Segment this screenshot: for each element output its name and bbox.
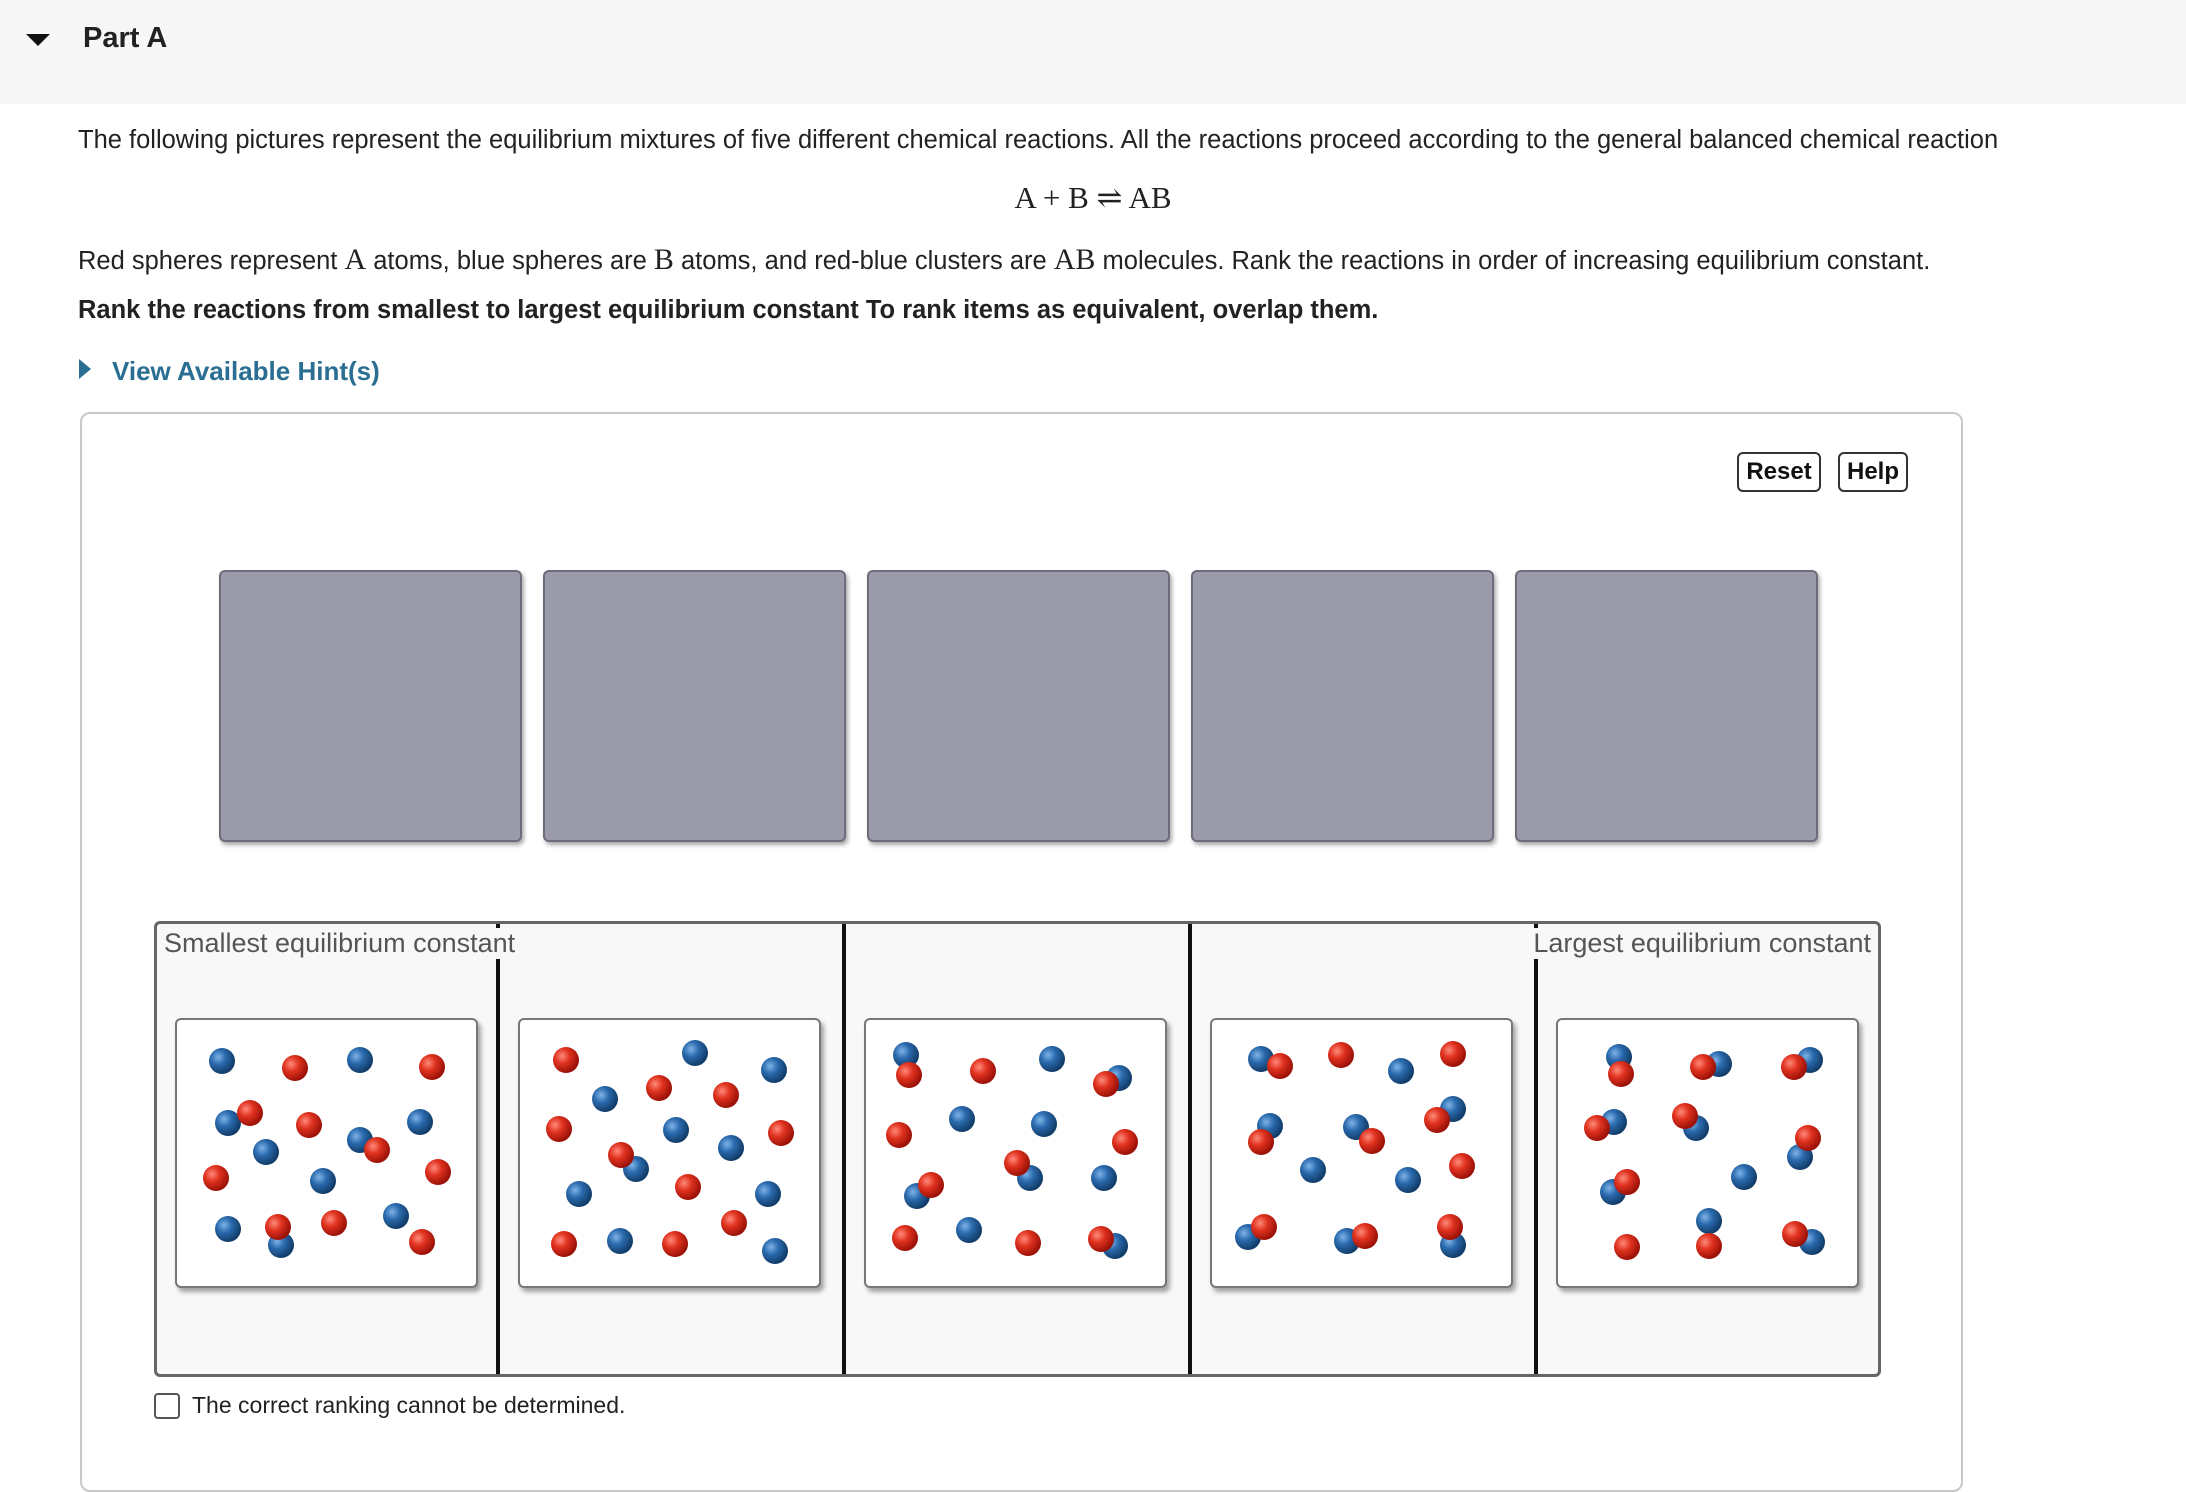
a-atom <box>886 1058 1138 1256</box>
molecule-diagram <box>1212 1020 1511 1286</box>
view-hints-link[interactable] <box>78 354 380 388</box>
source-slot-5[interactable] <box>1515 570 1818 842</box>
molecule-diagram <box>866 1020 1165 1286</box>
part-header <box>0 0 2186 104</box>
reaction-card-1[interactable] <box>175 1018 478 1288</box>
help-button[interactable]: Help <box>1838 452 1908 492</box>
source-slot-4[interactable] <box>1191 570 1494 842</box>
rank-divider <box>842 924 846 1374</box>
cannot-determine-option[interactable] <box>154 1392 625 1419</box>
reaction-card-5[interactable] <box>1556 1018 1859 1288</box>
cannot-determine-label: The correct ranking cannot be determined. <box>192 1392 626 1418</box>
reaction-card-2[interactable] <box>518 1018 821 1288</box>
molecule-diagram <box>177 1020 476 1286</box>
source-slot-2[interactable] <box>543 570 846 842</box>
caret-right-icon <box>78 356 92 387</box>
view-hints-label: View Available Hint(s) <box>112 355 380 386</box>
ranking-drop-area[interactable] <box>154 921 1881 1377</box>
legend-part-1: Red spheres represent <box>78 247 345 275</box>
legend-part-2: atoms, blue spheres are <box>366 247 654 275</box>
cannot-determine-checkbox[interactable] <box>154 1393 180 1419</box>
molecule-diagram <box>1558 1020 1857 1286</box>
rank-divider <box>1534 924 1538 1374</box>
rank-divider <box>496 924 500 1374</box>
intro-text: The following pictures represent the equilibrium mixtures of five different chemical reactions. All the reactions proceed according to the general balanced chemical reaction <box>78 126 1999 154</box>
molecule-diagram <box>520 1020 819 1286</box>
math-b: B <box>653 243 674 276</box>
source-slot-3[interactable] <box>867 570 1170 842</box>
largest-label: Largest equilibrium constant <box>1530 928 1874 959</box>
reaction-card-3[interactable] <box>864 1018 1167 1288</box>
legend-text <box>78 243 1930 277</box>
smallest-label: Smallest equilibrium constant <box>161 928 518 959</box>
a-atom <box>1248 1041 1475 1249</box>
reset-button[interactable]: Reset <box>1737 452 1821 492</box>
collapse-caret-icon[interactable] <box>24 30 52 50</box>
math-ab: AB <box>1053 243 1096 276</box>
rank-divider <box>1188 924 1192 1374</box>
b-atom <box>566 1040 788 1264</box>
source-slot-1[interactable] <box>219 570 522 842</box>
b-atom <box>209 1047 433 1258</box>
reaction-equation: A + B ⇌ AB <box>1014 180 1172 215</box>
ranking-instruction: Rank the reactions from smallest to largest equilibrium constant To rank items as equivalent, overlap them. <box>78 296 1379 324</box>
legend-part-4: molecules. Rank the reactions in order of increasing equilibrium constant. <box>1095 247 1931 275</box>
ranking-workspace <box>80 412 1963 1492</box>
a-atom <box>546 1047 794 1257</box>
part-title: Part A <box>83 22 168 54</box>
math-a: A <box>344 243 367 276</box>
b-atom <box>893 1042 1132 1259</box>
reaction-card-4[interactable] <box>1210 1018 1513 1288</box>
legend-part-3: atoms, and red-blue clusters are <box>673 247 1054 275</box>
